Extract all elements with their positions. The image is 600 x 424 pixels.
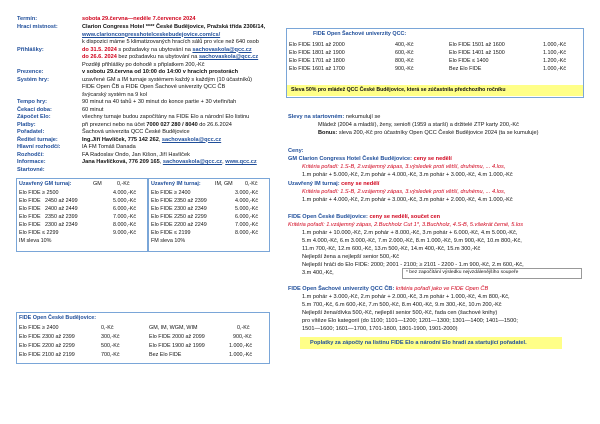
qcc-prizes-4: pro vítěze Elo kategorií (do 1100; 1101—1200; 1201—1300; 1301—1400; 1401—1500; xyxy=(302,318,518,324)
gm-box-title: Uzavřený GM turnaj: xyxy=(19,181,72,187)
gm-row-range: 2450 až 2499 xyxy=(45,198,78,204)
gm-prizes-title: GM Clarion Congress Hotel České Budějovice: ceny se nedělí xyxy=(288,156,452,162)
label-venue: Hrací místnost: xyxy=(17,24,58,30)
qcc-prizes-2: 5.m 700,-Kč, 6.m 600,-Kč, 7.m 500,-Kč, 8.m 400,-Kč, 9.m 300,-Kč, 10.m 200,-Kč xyxy=(302,302,502,308)
open-row-fee-2: 0,-Kč xyxy=(237,325,250,331)
value-organizer: Šachová univerzita QCC České Budějovice xyxy=(82,129,190,135)
im-row-fee: 3.000,-Kč xyxy=(235,190,259,196)
open-row-fee: 0,-Kč xyxy=(101,325,114,331)
value-system-1: uzavřené GM a IM turnaje systémem každý s každým (10 účastníků) xyxy=(82,76,253,83)
email-link-2[interactable]: sachovaskola@qcc.cz xyxy=(198,54,259,60)
label-elo: Zápočet Elo: xyxy=(17,114,51,120)
im-prizes: 1.m pohár + 4.000,-Kč, 2.m pohár + 3.000,-Kč, 3.m pohár + 2.000,-Kč, 4.m 1.000,-Kč xyxy=(302,197,513,203)
gm-box-col2: GM xyxy=(93,181,102,187)
discounts-line-2: Bonus: sleva 200,-Kč pro účastníky Open QCC České Budějovice 2024 (ta se kumuluje) xyxy=(318,130,539,136)
qcc-row-label: Elo FIDE 1601 až 1700 xyxy=(289,66,345,72)
gm-row-fee: 8.000,-Kč xyxy=(113,222,137,228)
qcc-row-label-2: Elo FIDE ≤ 1400 xyxy=(449,58,489,64)
gm-row-label: Elo FIDE xyxy=(19,198,41,204)
qcc-row-label: Elo FIDE 1801 až 1900 xyxy=(289,50,345,56)
open-row-label-2: GM, IM, WGM, WIM xyxy=(149,325,198,331)
open-prizes-3: 11.m 700,-Kč, 12.m 600,-Kč, 13.m 500,-Kč, 14.m 400,-Kč, 15.m 300,-Kč xyxy=(302,246,481,252)
gm-row-label: Elo FIDE xyxy=(19,222,41,228)
open-prizes-5: Nejlepší hráči do Elo FIDE: 2000; 2001 - 2100; ≥ 2101 - 2200 - 1.m 900,-Kč, 2.m 600,-Kč, xyxy=(302,262,524,268)
im-row-label: Elo FIDE 2350 až 2399 xyxy=(151,198,207,204)
value-elo: všechny turnaje budou započítány na FIDE Elo a národní Elo listinu xyxy=(82,114,250,120)
value-venue xyxy=(82,24,265,31)
value-wait: 60 minut xyxy=(82,106,104,113)
im-criteria: Kritéria pořadí: 1.S-B, 2.vzájemný zápas, 3.výsledek proti větší, druhému, ... 4.los, xyxy=(302,189,506,195)
qcc-row-fee: 800,-Kč xyxy=(395,58,414,64)
open-row-fee-2: 1.000,-Kč xyxy=(229,352,253,358)
qcc-prizes-title: FIDE Open Šachové univerzity QCC ČB: kritéria pořadí jako ve FIDE Open ČB xyxy=(288,286,489,292)
im-fee-box xyxy=(148,178,270,252)
gm-row-label: Elo FIDE xyxy=(19,206,41,212)
gm-prizes: 1.m pohár + 5.000,-Kč, 2.m pohár + 4.000,-Kč, 3.m pohár + 3.000,-Kč, 4.m 1.000,-Kč xyxy=(302,172,513,178)
im-row-fee: 6.000,-Kč xyxy=(235,214,259,220)
director-email-link[interactable]: sachovaskola@qcc.cz xyxy=(161,136,222,143)
im-row-fee: 7.000,-Kč xyxy=(235,222,259,228)
open-criteria: Kritéria pořadí: 1.vzájemný zápas, 2.Buchholz Cut 1*, 3.Buchholz, 4.S-B, 5.všekrát černé, 5.los xyxy=(288,222,524,228)
qcc-row-fee-2: 1.000,-Kč xyxy=(543,66,567,72)
label-arbiters: Rozhodčí: xyxy=(17,151,45,158)
venue-website-link[interactable]: www.clarioncongresshotelceskebudejovice.com/cs/ xyxy=(82,31,221,38)
open-row-label: Elo FIDE ≥ 2400 xyxy=(19,325,59,331)
prizes-title: Ceny: xyxy=(288,148,304,154)
gm-discount-note: IM sleva 10% xyxy=(19,238,52,244)
qcc-row-fee: 400,-Kč xyxy=(395,42,414,48)
open-prizes-title: FIDE Open České Budějovice: ceny se nedělí, součet cen xyxy=(288,214,441,220)
gm-row-fee: 9.000,-Kč xyxy=(113,230,137,236)
gm-fee-box xyxy=(16,178,148,252)
qcc-prizes-5: 1501—1600; 1601—1700, 1701-1800, 1801-1900, 1901-2000) xyxy=(302,326,458,332)
gm-row-fee: 4.000,-Kč xyxy=(113,190,137,196)
im-row-label: Elo FIDE 2250 až 2299 xyxy=(151,214,207,220)
label-chief-arbiter: Hlavní rozhodčí: xyxy=(17,144,61,150)
applications-1: do 31.5. 2024 s požadavky na ubytování na sachovaskola@qcc.cz xyxy=(82,46,252,53)
buchholz-note: * bez započítání výsledku nejvzdálenějšího soupeře xyxy=(406,270,519,275)
gm-row-range: 2300 až 2349 xyxy=(45,222,78,228)
label-termin: Termín: xyxy=(17,16,38,22)
venue-rooms: k dispozici máme 5 klimatizovaných hracích sálů pro více než 640 osob xyxy=(82,39,259,45)
gm-criteria: Kritéria pořadí: 1.S-B, 2.vzájemný zápas, 3.výsledek proti větší, druhému, ... 4.los, xyxy=(302,164,506,170)
label-organizer: Pořadatel: xyxy=(17,129,45,135)
open-row-fee: 300,-Kč xyxy=(101,334,120,340)
im-row-label: Elo FIDE ≤ 2199 xyxy=(151,230,191,236)
gm-row-fee: 7.000,-Kč xyxy=(113,214,137,220)
value-registration: v sobotu 29.června od 10:00 do 14:00 v hracích prostorách xyxy=(82,69,239,75)
applications-3: Později přihlášky po dohodě s připlatkem 200,-Kč xyxy=(82,61,205,68)
label-wait: Čekací doba: xyxy=(17,106,52,113)
open-row-label: Elo FIDE 2300 až 2399 xyxy=(19,334,75,340)
open-row-fee: 500,-Kč xyxy=(101,343,120,349)
value-chief-arbiter: IA FM Tomáš Danada xyxy=(82,144,136,150)
qcc-row-label: Elo FIDE 1701 až 1800 xyxy=(289,58,345,64)
qcc-row-label: Elo FIDE 1901 až 2000 xyxy=(289,42,345,48)
im-row-fee: 4.000,-Kč xyxy=(235,198,259,204)
gm-row-label: Elo FIDE ≥ 2500 xyxy=(19,190,59,196)
im-row-fee: 5.000,-Kč xyxy=(235,206,259,212)
value-payments: při prezenci nebo na účet 7000 027 280 / 8040 do 26.6.2024 xyxy=(82,121,232,128)
qcc-fee-box xyxy=(286,28,584,98)
im-row-label: Elo FIDE ≥ 2400 xyxy=(151,190,191,196)
label-info: Informace: xyxy=(17,159,46,165)
qcc-row-fee-2: 1.200,-Kč xyxy=(543,58,567,64)
qcc-row-fee: 900,-Kč xyxy=(395,66,414,72)
qcc-prizes-3: Nejlepší žena/dívka 500,-Kč, nejlepší senior 500,-Kč, řada cen (šachové knihy) xyxy=(302,310,498,316)
im-box-col4: 0,-Kč xyxy=(245,181,258,187)
im-box-title: Uzavřený IM turnaj: xyxy=(151,181,201,187)
label-system: Systém hry: xyxy=(17,76,50,83)
gm-row-range: 2350 až 2399 xyxy=(45,214,78,220)
value-system-3: švýcarský systém na 9 kol xyxy=(82,91,147,98)
im-row-label: Elo FIDE 2300 až 2349 xyxy=(151,206,207,212)
venue-text: Clarion Congress Hotel **** České Budějovice, Pražská třída 2306/14, xyxy=(82,24,266,30)
qcc-row-fee-2: 1.100,-Kč xyxy=(543,50,567,56)
qcc-row-label-2: Elo FIDE 1401 až 1500 xyxy=(449,50,505,56)
im-prizes-title: Uzavřený IM turnaj: ceny se nedělí xyxy=(288,181,380,187)
label-payments: Platby: xyxy=(17,121,36,128)
open-prizes-2: 5.m 4.000,-Kč, 6.m 3.000,-Kč, 7.m 2.000,-Kč, 8.m 1.000,-Kč, 9.m 900,-Kč, 10.m 800,-Kč, xyxy=(302,238,522,244)
open-box-title: FIDE Open České Budějovice: xyxy=(19,315,96,321)
open-prizes-1: 1.m pohár + 10.000,-Kč, 2.m pohár + 8.000,-Kč, 3.m pohár + 6.000,-Kč, 4.m 5.000,-Kč, xyxy=(302,230,518,236)
value-system-2: FIDE Open ČB a FIDE Open Šachové univerzity QCC ČB xyxy=(82,84,226,90)
qcc-row-label-2: Elo FIDE 1501 až 1600 xyxy=(449,42,505,48)
open-row-label-2: Elo FIDE 2000 až 2099 xyxy=(149,334,205,340)
gm-row-label: Elo FIDE xyxy=(19,214,41,220)
value-director: Ing.Jiří Havlíček, 775 142 262, sachovaskola@qcc.cz xyxy=(82,136,222,143)
open-row-fee-2: 900,-Kč xyxy=(233,334,252,340)
gm-row-fee: 5.000,-Kč xyxy=(113,198,137,204)
qcc-row-fee: 600,-Kč xyxy=(395,50,414,56)
applications-2: do 26.6. 2024 bez požadavku na ubytování na sachovaskola@qcc.cz xyxy=(82,54,259,60)
im-row-label: Elo FIDE 2200 až 2249 xyxy=(151,222,207,228)
discounts-title: Slevy na startovném: nekumulují se xyxy=(288,114,381,120)
info-email-link[interactable]: sachovaskola@qcc.cz xyxy=(162,159,223,165)
open-row-label: Elo FIDE 2100 až 2199 xyxy=(19,352,75,358)
open-prizes-6: 3.m 400,-Kč, xyxy=(302,270,334,276)
qcc-discount-text: Sleva 50% pro mládež QCC České Budějovice, která se zúčastnila předchozího ročníku xyxy=(291,87,506,93)
qcc-prizes-1: 1.m pohár + 3.000,-Kč, 2.m pohár + 2.000,-Kč, 3.m pohár + 1.000,-Kč, 4.m 800,-Kč, xyxy=(302,294,510,300)
open-row-label-2: Elo FIDE 1900 až 1999 xyxy=(149,343,205,349)
value-termin: sobota 29.června—neděle 7.července 2024 xyxy=(82,16,196,22)
qcc-box-title: FIDE Open Šachové univerzity QCC: xyxy=(313,31,407,37)
buchholz-note-box xyxy=(402,268,582,279)
open-prizes-4: Nejlepší žena a nejlepší senior 500,-Kč xyxy=(302,254,400,260)
label-registration: Prezence: xyxy=(17,69,44,75)
qcc-row-label-2: Bez Elo FIDE xyxy=(449,66,482,72)
gm-row-fee: 6.000,-Kč xyxy=(113,206,137,212)
gm-row-range: 2400 až 2449 xyxy=(45,206,78,212)
label-applications: Přihlášky: xyxy=(17,46,44,53)
email-link-1[interactable]: sachovaskola@qcc.cz xyxy=(192,46,252,53)
label-tempo: Tempo hry: xyxy=(17,99,48,105)
im-row-fee: 8.000,-Kč xyxy=(235,230,259,236)
open-fee-box xyxy=(16,312,270,364)
gm-box-col3: 0,-Kč xyxy=(117,181,130,187)
gm-row-label: Elo FIDE ≤ 2299 xyxy=(19,230,59,236)
im-discount-note: FM sleva 10% xyxy=(151,238,186,244)
value-arbiters: FA Radoslav Ondo, Jan Kišon, Jiří Havlíček xyxy=(82,151,190,158)
open-row-label: Elo FIDE 2200 až 2299 xyxy=(19,343,75,349)
open-row-label-2: Bez Elo FIDE xyxy=(149,352,182,358)
open-row-fee-2: 1.000,-Kč xyxy=(229,343,253,349)
value-tempo: 90 minut na 40 tahů + 30 minut do konce partie + 30 vteřin/tah xyxy=(82,99,237,105)
label-entry-fee: Startovné: xyxy=(17,166,45,173)
label-director: Ředitel turnaje: xyxy=(17,136,58,143)
open-row-fee: 700,-Kč xyxy=(101,352,120,358)
im-box-col3: IM, GM xyxy=(215,181,233,187)
qcc-row-fee-2: 1.000,-Kč xyxy=(543,42,567,48)
footer-note: Poplatky za zápočty na listinu FIDE Elo a národní Elo hradí za startující pořadatel. xyxy=(310,340,527,346)
value-info: Jana Havlíčková, 776 209 165, sachovaskola@qcc.cz, www.qcc.cz xyxy=(82,159,257,165)
discounts-line-1: Mládež (2004 a mladší), ženy, senioři (1959 a starší) a držitelé ZTP karty 200,-Kč xyxy=(318,122,519,128)
qcc-website-link[interactable]: www.qcc.cz xyxy=(225,159,257,165)
